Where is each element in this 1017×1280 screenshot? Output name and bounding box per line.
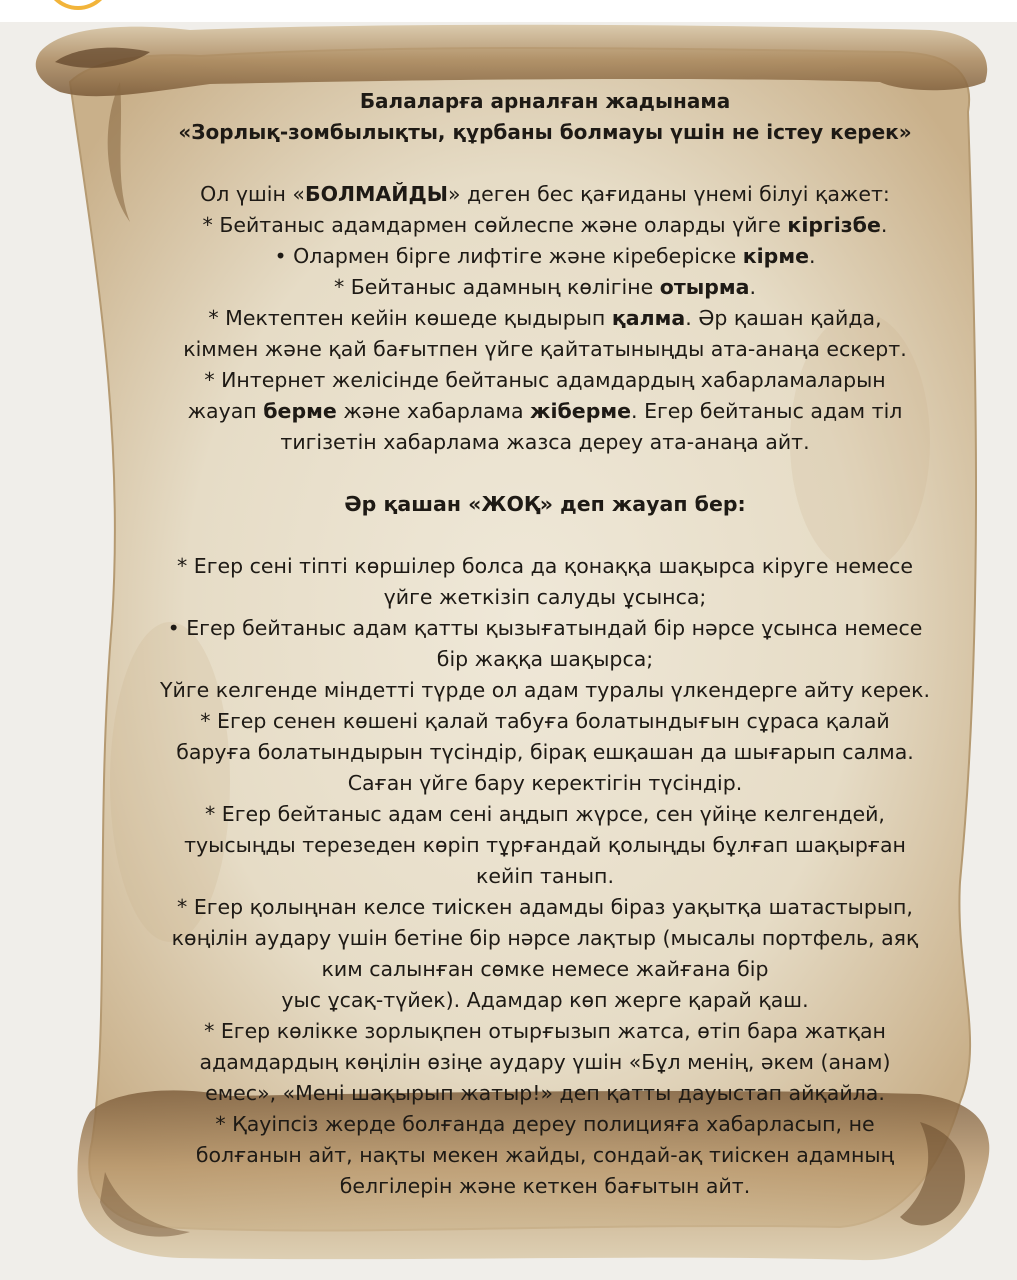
list-item: адамдардың көңілін өзіңе аудару үшін «Бұл менің, әкем (анам) (199, 1050, 891, 1074)
list-item: баруға болатындырын түсіндір, бірақ ешқашан да шығарып салма. (176, 740, 914, 764)
rule-4: * Мектептен кейін көшеде қыдырып қалма. Әр қашан қайда, (208, 306, 882, 330)
list-item: ким салынған сөмке немесе жайғана бір (321, 957, 769, 981)
rule-2: • Олармен бірге лифтіге және кіреберіске кірме. (274, 244, 816, 268)
list-item: * Егер қолыңнан келсе тиіскен адамды біраз уақытқа шатастырып, (177, 895, 913, 919)
list-item: * Егер бейтаныс адам сені аңдып жүрсе, сен үйіңе келгендей, (205, 802, 885, 826)
rule-1: * Бейтаныс адамдармен сөйлеспе және оларды үйге кіргізбе. (202, 213, 888, 237)
list-item: * Қауіпсіз жерде болғанда дереу полицияға хабарласып, не (215, 1112, 875, 1136)
list-item: кейіп танып. (476, 864, 614, 888)
rule-3: * Бейтаныс адамның көлігіне отырма. (333, 275, 757, 299)
rule-4-line-2: кіммен және қай бағытпен үйге қайтатыныңды ата-анаңа ескерт. (183, 337, 907, 361)
logo-icon (44, 0, 112, 10)
list-item: * Егер сенен көшені қалай табуға болатындығын сұраса қалай (200, 709, 890, 733)
title-line-1: Балаларға арналған жадынама (359, 89, 731, 113)
list-item: белгілерін және кеткен бағытын айт. (339, 1174, 751, 1198)
memo-content (140, 86, 950, 1202)
intro-line: Ол үшін «БОЛМАЙДЫ» деген бес қағиданы үнемі білуі қажет: (200, 182, 890, 206)
rule-5-line-3: тигізетін хабарлама жазса дереу ата-анаңа айт. (280, 430, 810, 454)
list-item: уыс ұсақ-түйек). Адамдар көп жерге қарай қаш. (281, 988, 809, 1012)
list-item: үйге жеткізіп салуды ұсынса; (383, 585, 707, 609)
rule-5-line-1: * Интернет желісінде бейтаныс адамдардың хабарламаларын (204, 368, 886, 392)
section-heading: Әр қашан «ЖОҚ» деп жауап бер: (344, 492, 746, 516)
list-item: * Егер сені тіпті көршілер болса да қонаққа шақырса кіруге немесе (177, 554, 913, 578)
list-item: бір жаққа шақырса; (436, 647, 654, 671)
list-item: көңілін аудару үшін бетіне бір нәрсе лақтыр (мысалы портфель, аяқ (171, 926, 919, 950)
list-item: • Егер бейтаныс адам қатты қызығатындай бір нәрсе ұсынса немесе (167, 616, 923, 640)
list-item: Үйге келгенде міндетті түрде ол адам туралы үлкендерге айту керек. (160, 678, 930, 702)
list-item: Саған үйге бару керектігін түсіндір. (347, 771, 743, 795)
list-item: болғанын айт, нақты мекен жайды, сондай-ақ тиіскен адамның (195, 1143, 895, 1167)
list-item: туысыңды терезеден көріп тұрғандай қолыңды бұлғап шақырған (184, 833, 906, 857)
list-item: емес», «Мені шақырып жатыр!» деп қатты дауыстап айқайла. (205, 1081, 885, 1105)
list-item: * Егер көлікке зорлықпен отырғызып жатса, өтіп бара жатқан (204, 1019, 886, 1043)
top-bar (0, 0, 1017, 22)
rule-5-line-2: жауап берме және хабарлама жіберме. Егер бейтаныс адам тіл (187, 399, 903, 423)
title-line-2: «Зорлық-зомбылықты, құрбаны болмауы үшін не істеу керек» (178, 120, 912, 144)
